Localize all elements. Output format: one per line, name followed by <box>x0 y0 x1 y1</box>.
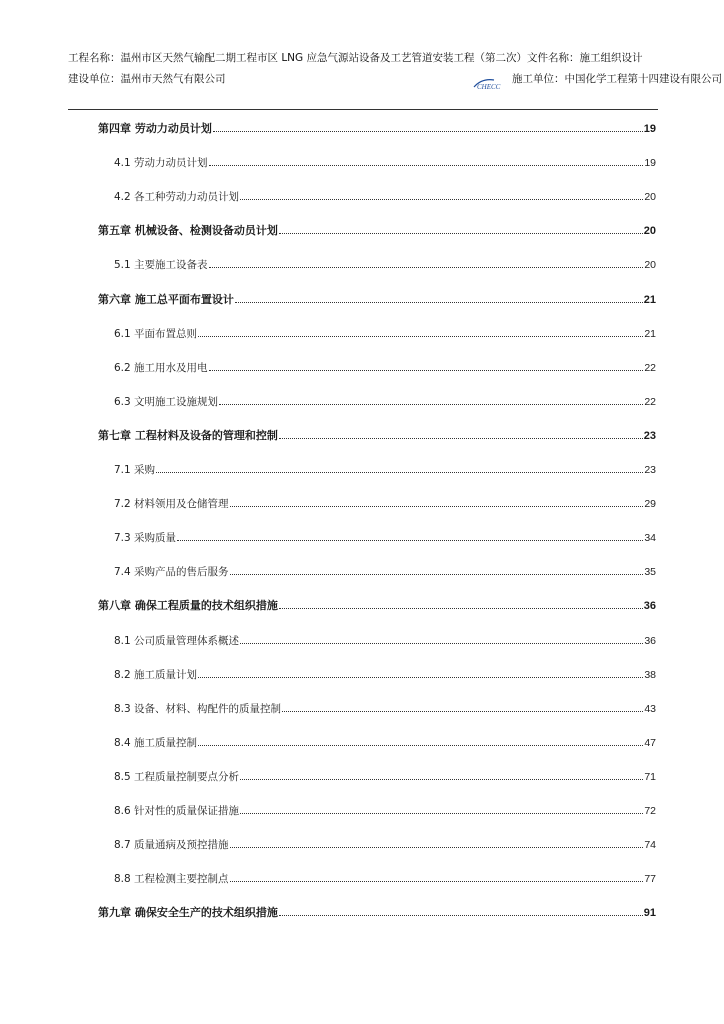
toc-dot-leader <box>230 574 644 575</box>
toc-chapter-entry[interactable] <box>98 121 656 137</box>
toc-dot-leader <box>240 199 643 200</box>
toc-page-number: 77 <box>644 873 656 886</box>
toc-entry-title: 7.4 采购产品的售后服务 <box>114 566 229 579</box>
toc-dot-leader <box>198 336 643 337</box>
toc-section-entry[interactable] <box>114 496 656 512</box>
toc-page-number: 19 <box>644 157 656 170</box>
toc-page-number: 21 <box>643 293 656 306</box>
toc-entry-title: 6.1 平面布置总则 <box>114 327 198 340</box>
toc-section-entry[interactable] <box>114 530 656 546</box>
toc-page-number: 34 <box>644 532 656 545</box>
toc-entry-title: 7.1 采购 <box>114 464 156 476</box>
toc-entry-title: 第六章 施工总平面布置设计 <box>98 292 234 306</box>
toc-dot-leader <box>279 608 643 609</box>
toc-dot-leader <box>198 677 643 678</box>
toc-section-entry[interactable] <box>114 769 656 785</box>
project-name-line: 工程名称：温州市区天然气输配二期工程市区 LNG 应急气源站设备及工艺管道安装工程（第二次）文件名称：施工组织设计 <box>68 52 643 64</box>
toc-entry-title: 6.2 施工用水及用电 <box>114 361 208 374</box>
toc-entry-title: 第七章 工程材料及设备的管理和控制 <box>98 428 278 442</box>
toc-section-entry[interactable] <box>114 326 656 342</box>
toc-entry-title: 6.3 文明施工设施规划 <box>114 395 219 408</box>
toc-dot-leader <box>209 165 644 166</box>
toc-entry-title: 7.3 采购质量 <box>114 532 177 545</box>
toc-entry-title: 8.8 工程检测主要控制点 <box>114 873 229 886</box>
toc-section-entry[interactable] <box>114 189 656 205</box>
toc-page-number: 19 <box>643 123 656 135</box>
toc-page-number: 91 <box>643 907 656 920</box>
toc-dot-leader <box>279 915 643 916</box>
toc-entry-title: 8.2 施工质量计划 <box>114 668 198 681</box>
toc-page-number: 43 <box>644 702 656 715</box>
toc-chapter-entry[interactable] <box>98 598 656 614</box>
toc-dot-leader <box>209 267 644 268</box>
toc-section-entry[interactable] <box>114 462 656 478</box>
toc-section-entry[interactable] <box>114 394 656 410</box>
toc-page-number: 71 <box>644 770 656 783</box>
toc-section-entry[interactable] <box>114 360 656 376</box>
toc-dot-leader <box>282 711 643 712</box>
toc-dot-leader <box>213 131 643 132</box>
toc-entry-title: 8.6 针对性的质量保证措施 <box>114 805 240 817</box>
toc-page-number: 20 <box>643 225 656 238</box>
toc-chapter-entry[interactable] <box>98 223 656 239</box>
toc-section-entry[interactable] <box>114 735 656 751</box>
toc-dot-leader <box>240 779 643 780</box>
toc-section-entry[interactable] <box>114 837 656 853</box>
toc-dot-leader <box>279 438 643 439</box>
toc-page-number: 74 <box>644 839 656 852</box>
toc-dot-leader <box>279 233 643 234</box>
toc-section-entry[interactable] <box>114 155 656 171</box>
toc-dot-leader <box>230 506 644 507</box>
toc-chapter-entry[interactable] <box>98 905 656 921</box>
toc-entry-title: 4.2 各工种劳动力动员计划 <box>114 191 240 204</box>
toc-dot-leader <box>230 847 644 848</box>
toc-dot-leader <box>230 881 644 882</box>
toc-dot-leader <box>240 643 643 644</box>
toc-entry-title: 第九章 确保安全生产的技术组织措施 <box>98 906 278 920</box>
toc-page-number: 36 <box>643 600 656 613</box>
toc-dot-leader <box>198 745 643 746</box>
toc-entry-title: 第五章 机械设备、检测设备动员计划 <box>98 224 278 238</box>
contractor-unit: 施工单位：中国化学工程第十四建设有限公司 <box>512 73 722 85</box>
toc-entry-title: 8.4 施工质量控制 <box>114 736 198 749</box>
toc-entry-title: 第四章 劳动力动员计划 <box>98 122 212 135</box>
toc-page-number: 23 <box>644 464 656 476</box>
builder-unit: 建设单位：温州市天然气有限公司 <box>68 73 226 85</box>
toc-page-number: 20 <box>644 259 656 272</box>
toc-dot-leader <box>240 813 643 814</box>
toc-page-number: 47 <box>644 736 656 749</box>
header-units-row <box>68 73 722 99</box>
toc-entry-title: 8.5 工程质量控制要点分析 <box>114 770 240 783</box>
toc-chapter-entry[interactable] <box>98 292 656 308</box>
toc-section-entry[interactable] <box>114 871 656 887</box>
toc-section-entry[interactable] <box>114 803 656 819</box>
toc-page-number: 72 <box>644 805 656 817</box>
toc-entry-title: 8.1 公司质量管理体系概述 <box>114 634 240 647</box>
toc-page-number: 35 <box>644 566 656 579</box>
toc-section-entry[interactable] <box>114 257 656 273</box>
header-divider <box>68 109 658 110</box>
page-header <box>68 52 722 99</box>
toc-entry-title: 8.3 设备、材料、构配件的质量控制 <box>114 702 282 715</box>
toc-dot-leader <box>235 302 643 303</box>
toc-section-entry[interactable] <box>114 701 656 717</box>
toc-page-number: 22 <box>644 395 656 408</box>
toc-page-number: 36 <box>644 634 656 647</box>
toc-page-number: 21 <box>644 327 656 340</box>
toc-dot-leader <box>156 472 643 473</box>
toc-dot-leader <box>177 540 643 541</box>
company-logo <box>472 77 510 91</box>
toc-chapter-entry[interactable] <box>98 428 656 444</box>
toc-section-entry[interactable] <box>114 564 656 580</box>
toc-page-number: 38 <box>644 668 656 681</box>
svg-text:CHECC: CHECC <box>477 83 501 91</box>
toc-entry-title: 第八章 确保工程质量的技术组织措施 <box>98 599 278 613</box>
toc-entry-title: 4.1 劳动力动员计划 <box>114 157 208 170</box>
toc-section-entry[interactable] <box>114 633 656 649</box>
toc-entry-title: 7.2 材料领用及仓储管理 <box>114 498 229 511</box>
toc-entry-title: 5.1 主要施工设备表 <box>114 259 208 272</box>
toc-page-number: 20 <box>644 191 656 204</box>
toc-page-number: 29 <box>644 498 656 511</box>
toc-section-entry[interactable] <box>114 667 656 683</box>
toc-dot-leader <box>219 404 643 405</box>
toc-page-number: 23 <box>643 429 656 442</box>
toc-page-number: 22 <box>644 361 656 374</box>
toc-entry-title: 8.7 质量通病及预控措施 <box>114 839 229 852</box>
toc-dot-leader <box>209 370 644 371</box>
